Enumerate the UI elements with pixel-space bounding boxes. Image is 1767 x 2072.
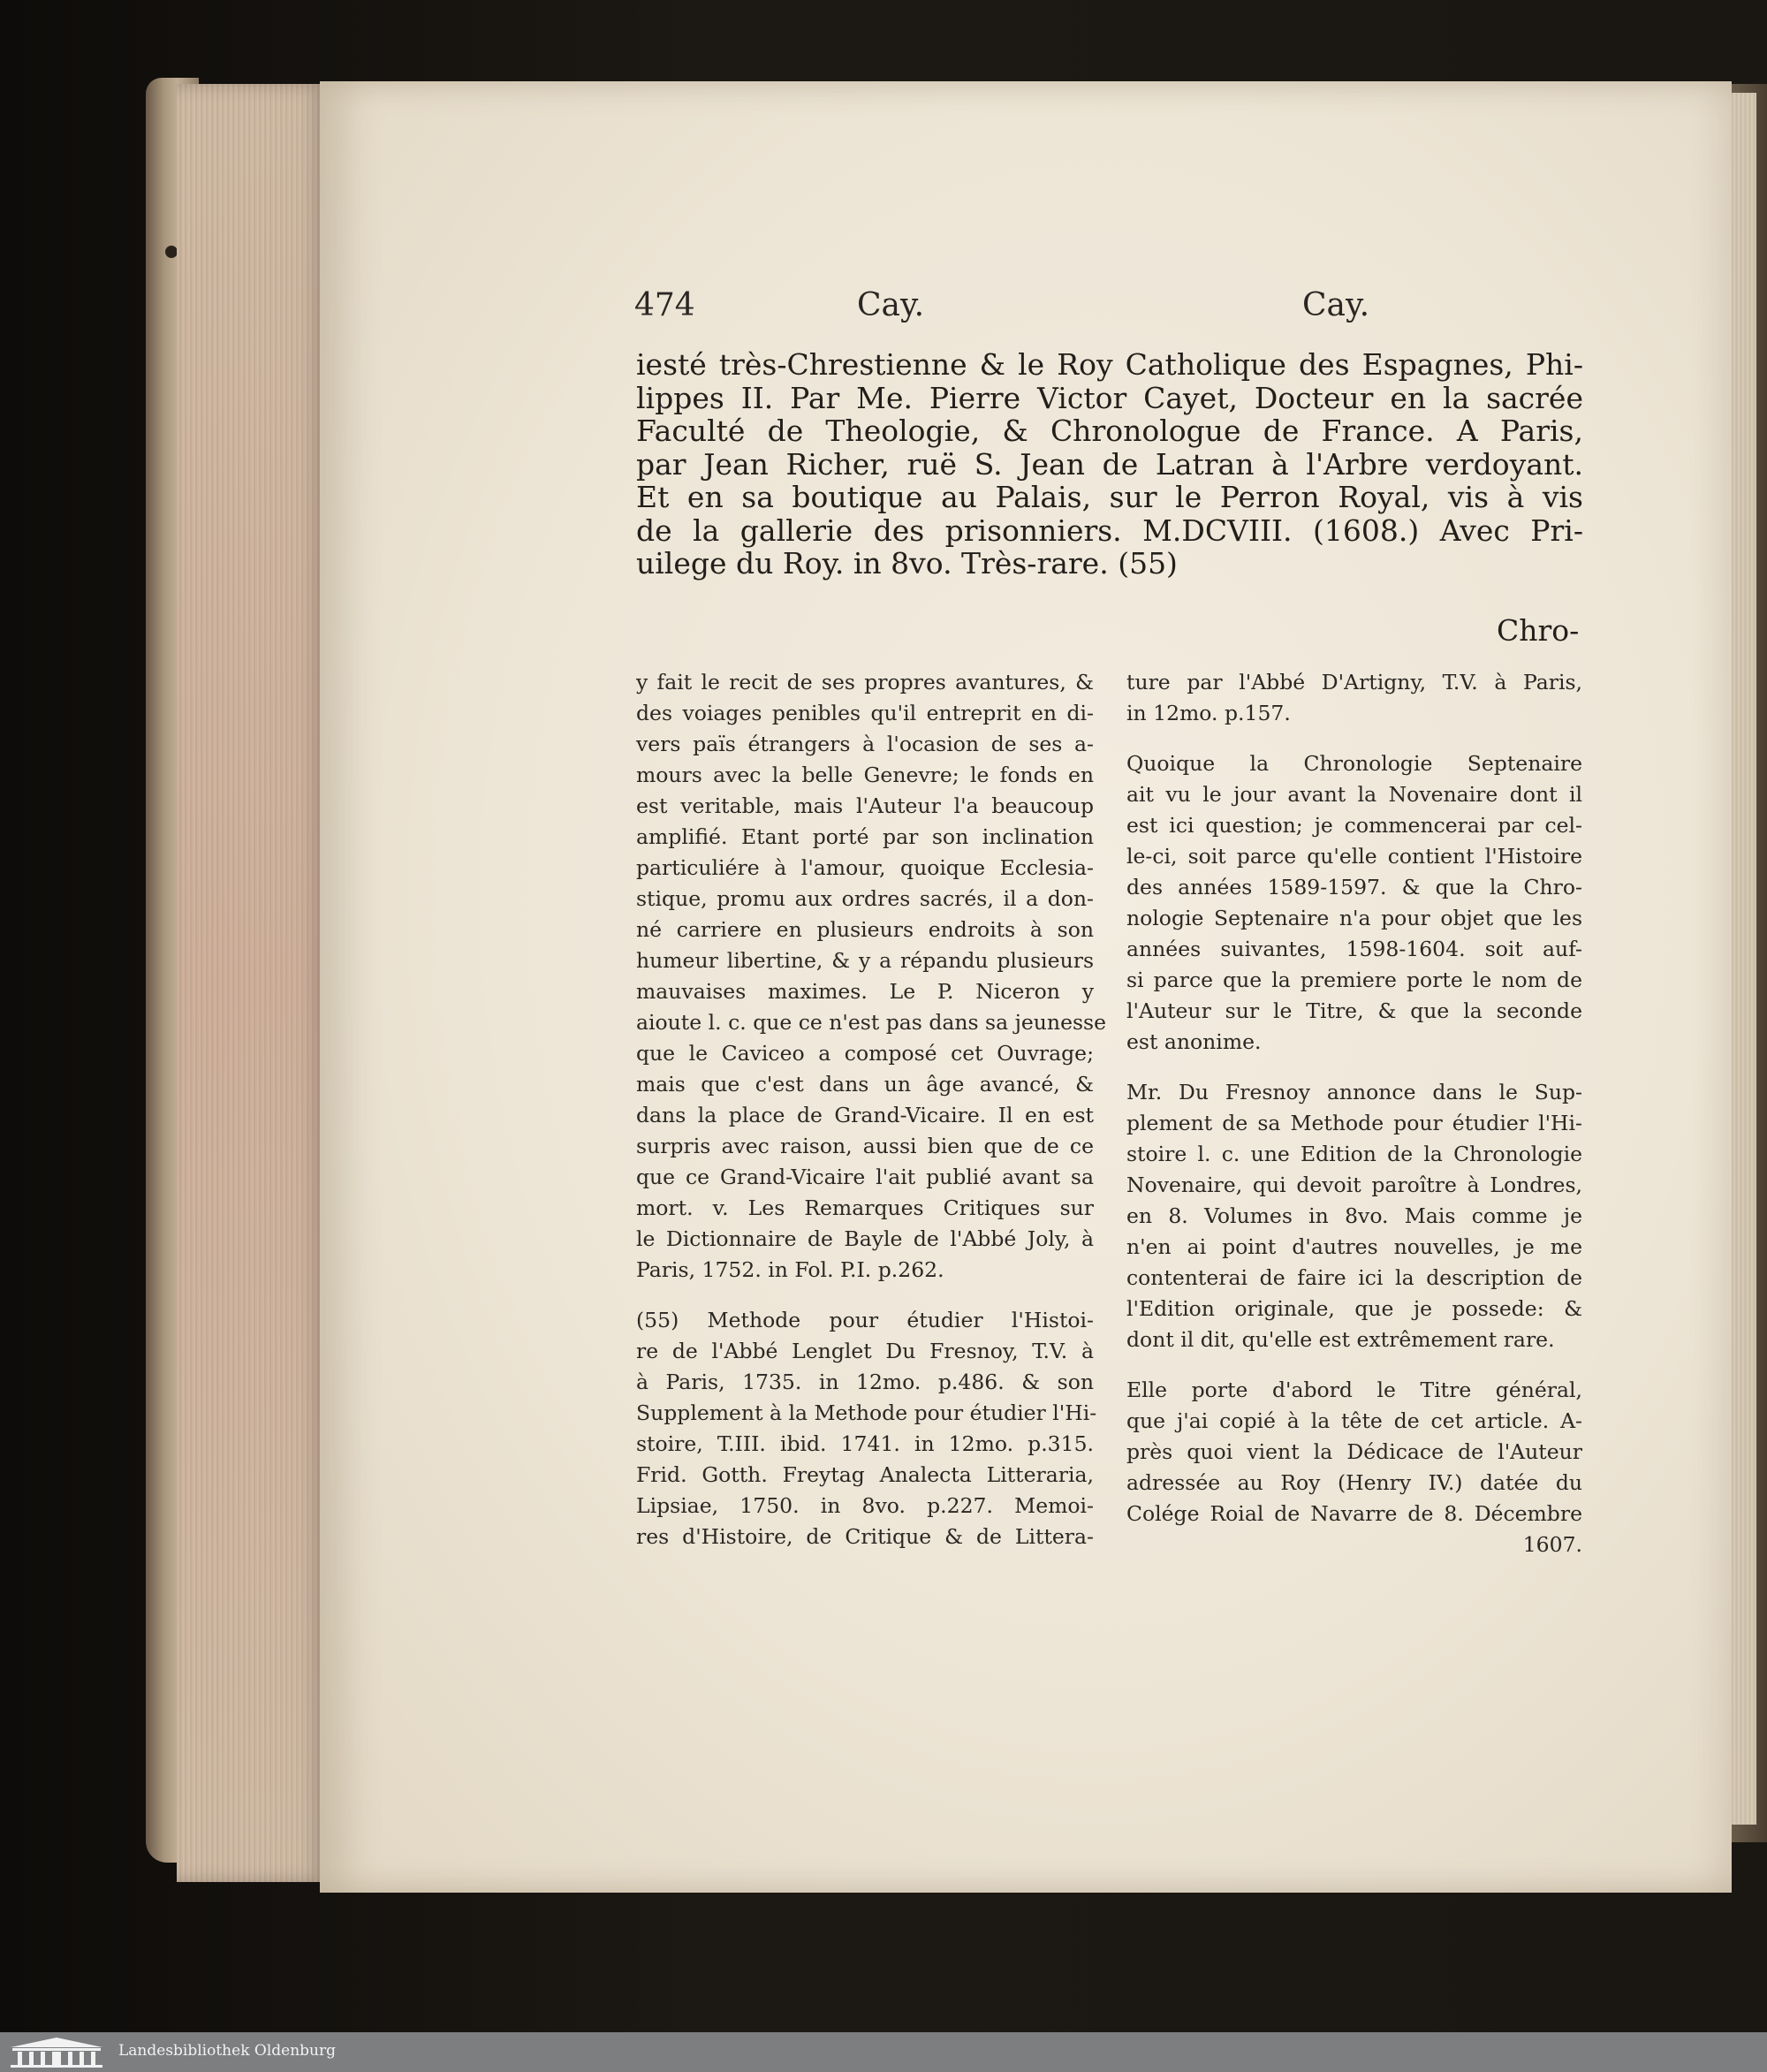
text-line: Elle porte d'abord le Titre général, bbox=[1126, 1378, 1582, 1402]
text-line: Frid. Gotth. Freytag Analecta Litteraria, bbox=[636, 1462, 1094, 1487]
catchword: Chro- bbox=[1497, 613, 1580, 648]
title-line: uilege du Roy. in 8vo. Très-rare. (55) bbox=[636, 546, 1178, 581]
text-line: y fait le recit de ses propres avantures, & bbox=[636, 670, 1094, 694]
text-line: dont il dit, qu'elle est extrêmement rare. bbox=[1126, 1327, 1555, 1352]
title-line: lippes II. Par Me. Pierre Victor Cayet, Docteur en la sacrée bbox=[636, 380, 1583, 415]
text-line: l'Auteur sur le Titre, & que la seconde bbox=[1126, 998, 1582, 1023]
paragraph-gap bbox=[636, 1286, 1094, 1305]
text-line: est ici question; je commencerai par cel- bbox=[1126, 813, 1582, 838]
paragraph-gap bbox=[1126, 1355, 1582, 1375]
text-line: Paris, 1752. in Fol. P.I. p.262. bbox=[636, 1257, 944, 1282]
text-line: Quoique la Chronologie Septenaire bbox=[1126, 751, 1582, 776]
text-line: que le Caviceo a composé cet Ouvrage; bbox=[636, 1041, 1094, 1066]
title-line: par Jean Richer, ruë S. Jean de Latran à l'Arbre verdoyant. bbox=[636, 446, 1583, 482]
title-line: de la gallerie des prisonniers. M.DCVIII. (1608.) Avec Pri- bbox=[636, 512, 1583, 548]
text-line: re de l'Abbé Lenglet Du Fresnoy, T.V. à bbox=[636, 1339, 1094, 1363]
text-line: stique, promu aux ordres sacrés, il a don- bbox=[636, 886, 1094, 911]
library-building-icon bbox=[7, 2035, 106, 2068]
page-edges-left bbox=[177, 84, 327, 1882]
text-line: humeur libertine, & y a répandu plusieurs bbox=[636, 948, 1094, 973]
text-line: res d'Histoire, de Critique & de Littera- bbox=[636, 1524, 1094, 1549]
text-line: Mr. Du Fresnoy annonce dans le Sup- bbox=[1126, 1080, 1582, 1104]
text-line: à Paris, 1735. in 12mo. p.486. & son bbox=[636, 1370, 1094, 1394]
paragraph-gap bbox=[1126, 729, 1582, 748]
text-line: né carriere en plusieurs endroits à son bbox=[636, 917, 1094, 942]
text-line: dans la place de Grand-Vicaire. Il en est bbox=[636, 1103, 1094, 1127]
binding-hole bbox=[165, 246, 178, 258]
text-line: mais que c'est dans un âge avancé, & bbox=[636, 1072, 1094, 1097]
text-line: (55) Methode pour étudier l'Histoi- bbox=[636, 1308, 1094, 1332]
title-line: Et en sa boutique au Palais, sur le Perron Royal, vis à vis bbox=[636, 480, 1583, 514]
page-number: 474 bbox=[634, 287, 695, 323]
text-line: que j'ai copié à la tête de cet article. A- bbox=[1126, 1408, 1582, 1433]
text-line: mauvaises maximes. Le P. Niceron y bbox=[636, 979, 1094, 1004]
body-column-right bbox=[1126, 667, 1582, 1560]
text-line: Colége Roial de Navarre de 8. Décembre bbox=[1126, 1501, 1582, 1526]
text-line: Supplement à la Methode pour étudier l'Hi- bbox=[636, 1400, 1097, 1425]
text-line: si parce que la premiere porte le nom de bbox=[1126, 968, 1582, 992]
text-line: années suivantes, 1598-1604. soit auf- bbox=[1126, 937, 1582, 961]
text-line: Novenaire, qui devoit paroître à Londres, bbox=[1126, 1173, 1582, 1197]
footer-institution: Landesbibliothek Oldenburg bbox=[118, 2042, 337, 2060]
text-line: près quoi vient la Dédicace de l'Auteur bbox=[1126, 1439, 1582, 1464]
text-line: des voiages penibles qu'il entreprit en di- bbox=[636, 701, 1094, 725]
text-line: est anonime. bbox=[1126, 1029, 1262, 1054]
text-line: Lipsiae, 1750. in 8vo. p.227. Memoi- bbox=[636, 1493, 1094, 1518]
text-line: plement de sa Methode pour étudier l'Hi- bbox=[1126, 1111, 1582, 1135]
text-line: est veritable, mais l'Auteur l'a beaucoup bbox=[636, 793, 1094, 818]
title-line: Faculté de Theologie, & Chronologue de France. A Paris, bbox=[636, 414, 1583, 448]
text-line: que ce Grand-Vicaire l'ait publié avant sa bbox=[636, 1165, 1094, 1189]
paragraph-gap bbox=[1126, 1058, 1582, 1077]
text-line: le-ci, soit parce qu'elle contient l'Histoire bbox=[1126, 844, 1582, 869]
text-line: 1607. bbox=[1522, 1532, 1582, 1557]
title-line: iesté très-Chrestienne & le Roy Catholique des Espagnes, Phi- bbox=[636, 347, 1583, 382]
text-line: des années 1589-1597. & que la Chro- bbox=[1126, 875, 1582, 899]
book-title-entry bbox=[636, 348, 1583, 581]
text-line: mours avec la belle Genevre; le fonds en bbox=[636, 763, 1094, 787]
text-line: particuliére à l'amour, quoique Ecclesia- bbox=[636, 855, 1094, 880]
text-line: n'en ai point d'autres nouvelles, je me bbox=[1126, 1234, 1582, 1259]
text-line: le Dictionnaire de Bayle de l'Abbé Joly, à bbox=[636, 1226, 1094, 1251]
running-head-left: Cay. bbox=[857, 287, 925, 323]
text-line: l'Edition originale, que je possede: & bbox=[1126, 1296, 1582, 1321]
text-line: mort. v. Les Remarques Critiques sur bbox=[636, 1195, 1094, 1220]
text-line: ture par l'Abbé D'Artigny, T.V. à Paris, bbox=[1126, 670, 1582, 694]
text-line: in 12mo. p.157. bbox=[1126, 701, 1291, 725]
text-line: vers païs étrangers à l'ocasion de ses a- bbox=[636, 732, 1094, 756]
footnote-column-left bbox=[636, 667, 1106, 1552]
text-line: surpris avec raison, aussi bien que de ce bbox=[636, 1134, 1094, 1158]
text-line: contenterai de faire ici la description de bbox=[1126, 1265, 1582, 1290]
text-line: aioute l. c. que ce n'est pas dans sa jeunesse bbox=[636, 1010, 1106, 1035]
running-head-right: Cay. bbox=[1302, 287, 1370, 323]
text-line: en 8. Volumes in 8vo. Mais comme je bbox=[1126, 1203, 1582, 1228]
text-line: amplifié. Etant porté par son inclination bbox=[636, 824, 1094, 849]
text-line: stoire l. c. une Edition de la Chronologie bbox=[1126, 1142, 1582, 1166]
text-line: adressée au Roy (Henry IV.) datée du bbox=[1126, 1470, 1582, 1495]
text-line: nologie Septenaire n'a pour objet que les bbox=[1126, 906, 1582, 930]
text-line: ait vu le jour avant la Novenaire dont il bbox=[1126, 782, 1582, 807]
page-edges-right bbox=[1730, 93, 1756, 1825]
text-line: stoire, T.III. ibid. 1741. in 12mo. p.315. bbox=[636, 1431, 1094, 1456]
running-head bbox=[634, 287, 1385, 331]
